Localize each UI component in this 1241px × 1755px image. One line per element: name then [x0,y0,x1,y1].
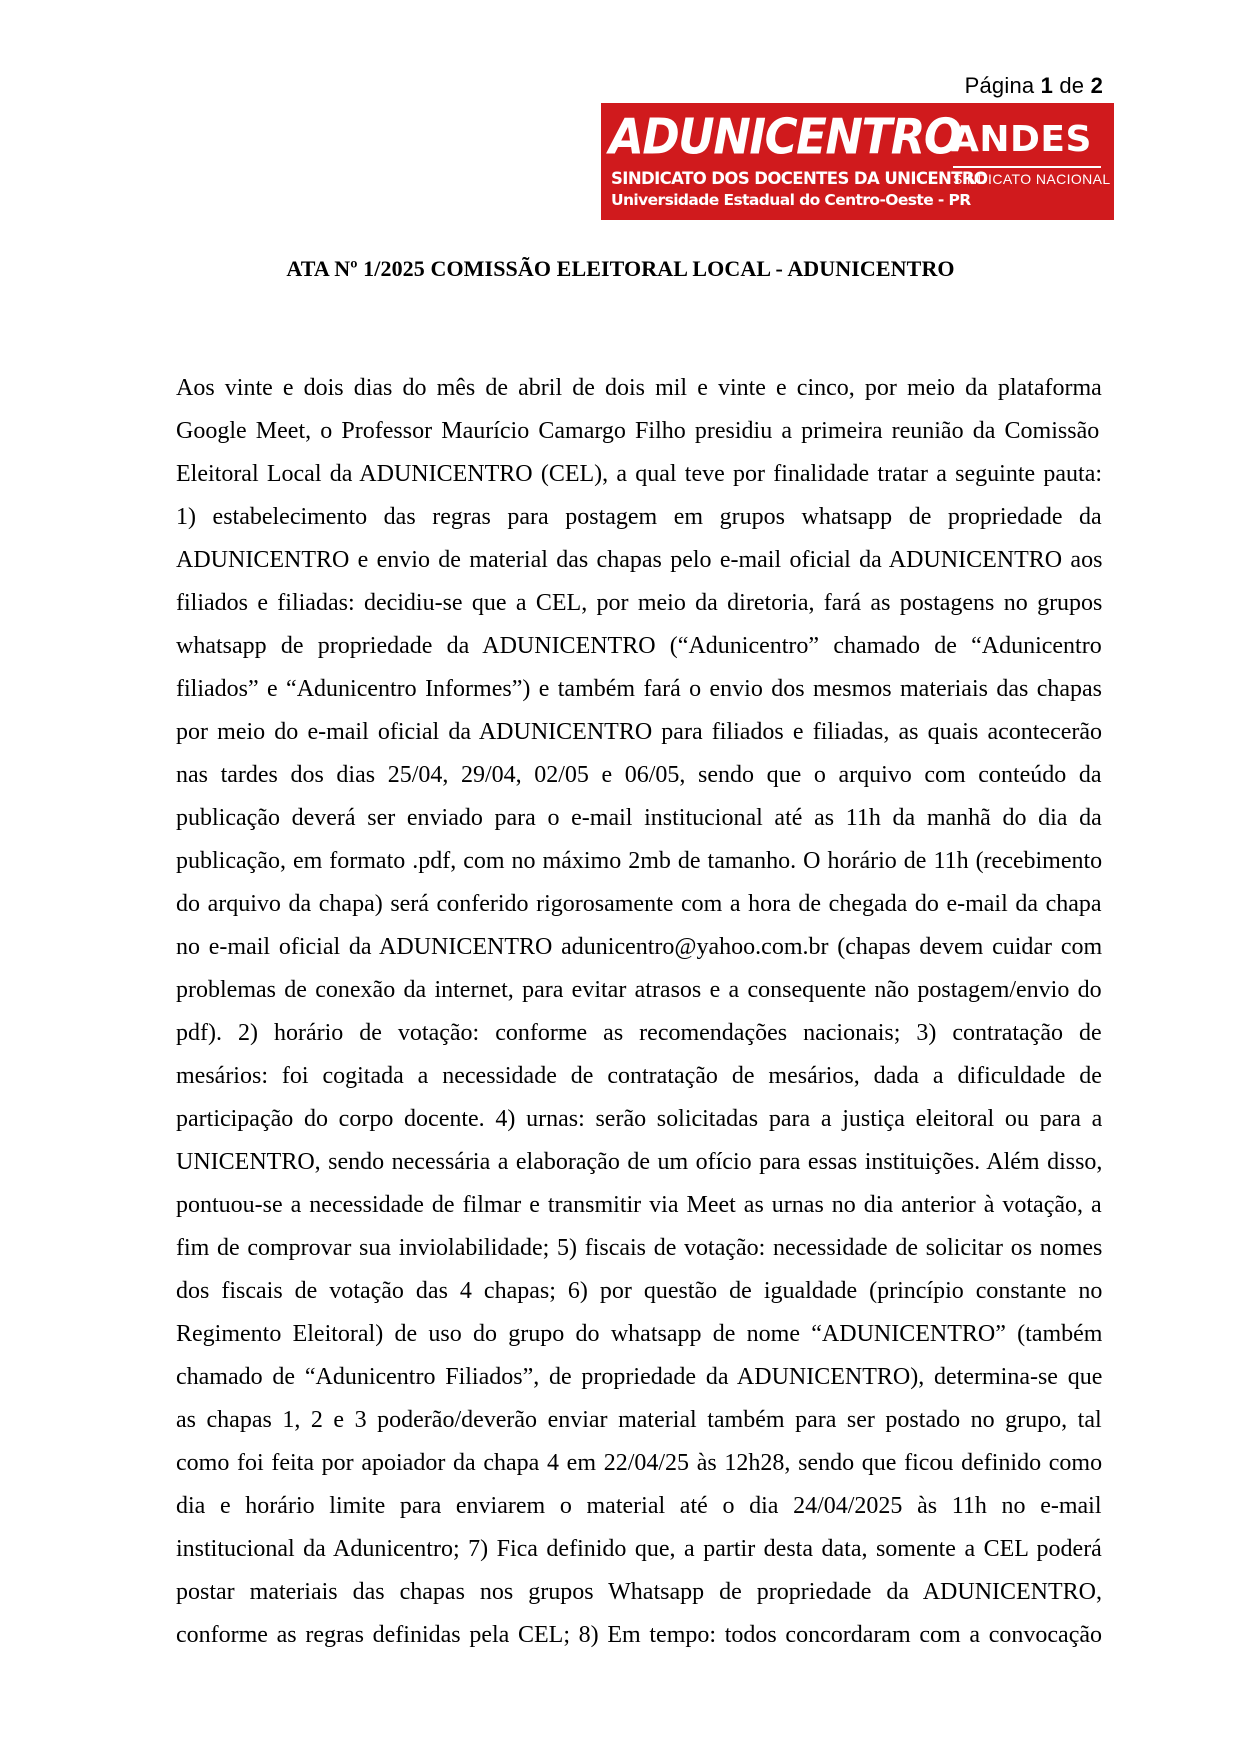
body-line: filiados e filiadas: decidiu-se que a CEL, por meio da diretoria, fará as postagens no grupos [176,590,1102,616]
banner-divider [941,115,943,207]
body-line: pontuou-se a necessidade de filmar e transmitir via Meet as urnas no dia anterior à votação, a [176,1192,1102,1218]
document-body [176,367,1102,1657]
body-line: postar materiais das chapas nos grupos Whatsapp de propriedade da ADUNICENTRO, [176,1579,1102,1605]
body-line: filiados” e “Adunicentro Informes”) e também fará o envio dos mesmos materiais das chapas [176,676,1102,702]
adunicentro-logo [601,103,988,220]
body-line: publicação deverá ser enviado para o e-mail institucional até as 11h da manhã do dia da [176,805,1102,831]
document-title: ATA Nº 1/2025 COMISSÃO ELEITORAL LOCAL - ADUNICENTRO [286,256,955,281]
andes-logo-subtitle: SINDICATO NACIONAL [953,171,1111,187]
body-line: ADUNICENTRO e envio de material das chapas pelo e-mail oficial da ADUNICENTRO aos [176,547,1102,573]
andes-logo-rule [953,166,1101,168]
body-line: 1) estabelecimento das regras para postagem em grupos whatsapp de propriedade da [176,504,1102,530]
body-line: fim de comprovar sua inviolabilidade; 5) fiscais de votação: necessidade de solicitar os nomes [176,1235,1102,1261]
body-line: Eleitoral Local da ADUNICENTRO (CEL), a qual teve por finalidade tratar a seguinte pauta: [176,461,1102,487]
body-line: dia e horário limite para enviarem o material até o dia 24/04/2025 às 11h no e-mail [176,1493,1102,1519]
page-current: 1 [1040,73,1054,98]
body-line: UNICENTRO, sendo necessária a elaboração de um ofício para essas instituições. Além disso, [176,1149,1102,1175]
body-line: problemas de conexão da internet, para evitar atrasos e a consequente não postagem/envio do [176,977,1102,1003]
body-line: nas tardes dos dias 25/04, 29/04, 02/05 e 06/05, sendo que o arquivo com conteúdo da [176,762,1102,788]
body-line: chamado de “Adunicentro Filiados”, de propriedade da ADUNICENTRO), determina-se que [176,1364,1102,1390]
body-line: no e-mail oficial da ADUNICENTRO adunicentro@yahoo.com.br (chapas devem cuidar com [176,934,1102,960]
body-line: dos fiscais de votação das 4 chapas; 6) por questão de igualdade (princípio constante no [176,1278,1102,1304]
page-of: de [1059,73,1085,98]
body-line: Regimento Eleitoral) de uso do grupo do whatsapp de nome “ADUNICENTRO” (também [176,1321,1102,1347]
body-line: conforme as regras definidas pela CEL; 8) Em tempo: todos concordaram com a convocação [176,1622,1102,1648]
body-line: por meio do e-mail oficial da ADUNICENTRO para filiados e filiadas, as quais acontecerão [176,719,1102,745]
body-line: Google Meet, o Professor Maurício Camargo Filho presidiu a primeira reunião da Comissão [176,418,1100,444]
header-logo-banner [601,103,1114,220]
body-line: institucional da Adunicentro; 7) Fica definido que, a partir desta data, somente a CEL poderá [176,1536,1102,1562]
adunicentro-logo-title: ADUNICENTRO [609,108,961,166]
andes-logo [941,103,1114,220]
body-line: do arquivo da chapa) será conferido rigorosamente com a hora de chegada do e-mail da chapa [176,891,1102,917]
body-line: pdf). 2) horário de votação: conforme as recomendações nacionais; 3) contratação de [176,1020,1102,1046]
body-line: as chapas 1, 2 e 3 poderão/deverão enviar material também para ser postado no grupo, tal [176,1407,1102,1433]
andes-logo-title: ANDES [951,119,1092,160]
body-line: publicação, em formato .pdf, com no máximo 2mb de tamanho. O horário de 11h (recebimento [176,848,1102,874]
body-line: whatsapp de propriedade da ADUNICENTRO (“Adunicentro” chamado de “Adunicentro [176,633,1102,659]
body-line: participação do corpo docente. 4) urnas: serão solicitadas para a justiça eleitoral ou para a [176,1106,1102,1132]
adunicentro-logo-subtitle: SINDICATO DOS DOCENTES DA UNICENTRO [611,169,988,188]
body-line: mesários: foi cogitada a necessidade de contratação de mesários, dada a dificuldade de [176,1063,1102,1089]
adunicentro-logo-university: Universidade Estadual do Centro-Oeste - PR [611,191,971,209]
page-number [965,73,1103,99]
body-line: Aos vinte e dois dias do mês de abril de dois mil e vinte e cinco, por meio da plataforma [176,375,1102,401]
page-label: Página [964,73,1035,98]
body-line: como foi feita por apoiador da chapa 4 em 22/04/25 às 12h28, sendo que ficou definido como [176,1450,1102,1476]
page-total: 2 [1090,73,1103,98]
